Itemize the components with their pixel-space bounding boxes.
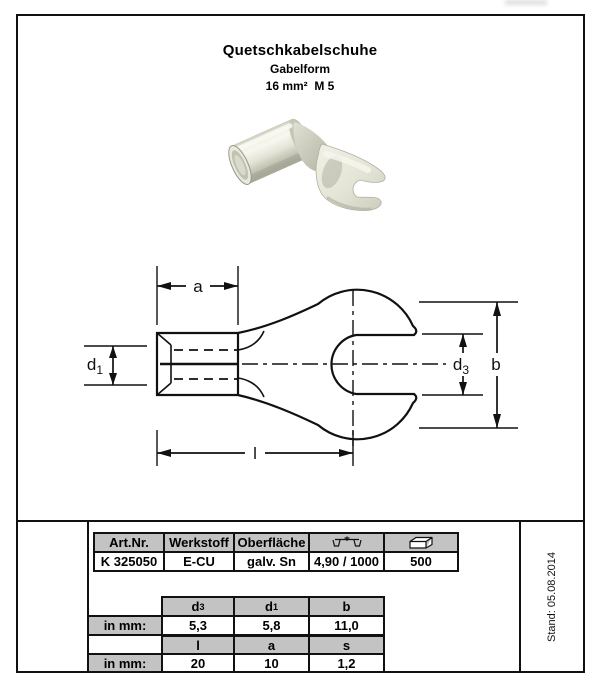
title-block	[0, 42, 600, 93]
size-spec: 16 mm² M 5	[265, 79, 335, 93]
article-number: K 325050	[93, 551, 165, 572]
footer-section-divider	[16, 520, 585, 522]
dim-label-d3: $d_3$	[452, 355, 470, 377]
dim-label-a: a	[193, 277, 203, 296]
dims1-value-d1: 5,8	[233, 615, 310, 636]
dim-label-d1: $d_1$	[86, 355, 104, 377]
dims1-row-label: in mm:	[87, 615, 163, 636]
article-surface: galv. Sn	[233, 551, 310, 572]
article-header-weight	[308, 532, 385, 553]
dims1-header-d1: d 1	[233, 596, 310, 617]
article-header-artnr: Art.Nr.	[93, 532, 165, 553]
product-photo-fork-lug	[222, 108, 394, 226]
footer-left-divider	[87, 520, 89, 673]
dims2-value-a: 10	[233, 653, 310, 673]
dims2-value-s: 1,2	[308, 653, 385, 673]
revision-date: Stand: 05.08.2014	[546, 551, 559, 642]
page-subtitle: Gabelform	[269, 62, 330, 76]
dim-label-b: b	[491, 355, 501, 374]
technical-drawing	[60, 256, 530, 474]
dims2-header-s: s	[308, 635, 385, 655]
scan-artifact	[505, 0, 547, 5]
dims1-value-d3: 5,3	[161, 615, 235, 636]
dims2-header-l: l	[161, 635, 235, 655]
article-packaging-value: 500	[383, 551, 459, 572]
dims1-header-b: b	[308, 596, 385, 617]
balance-scale-icon	[332, 536, 362, 550]
article-header-werkstoff: Werkstoff	[163, 532, 235, 553]
dims2-header-a: a	[233, 635, 310, 655]
article-material: E-CU	[163, 551, 235, 572]
dims1-header-d3: d 3	[161, 596, 235, 617]
page-title: Quetschkabelschuhe	[222, 42, 378, 59]
dims2-row-label: in mm:	[87, 653, 163, 673]
dims2-value-l: 20	[161, 653, 235, 673]
revision-date-box	[521, 522, 583, 671]
lug-fork-blade	[293, 122, 385, 211]
article-header-packaging	[383, 532, 459, 553]
package-box-icon	[407, 536, 435, 550]
dimension-arrowheads	[109, 282, 501, 457]
dims1-value-b: 11,0	[308, 615, 385, 636]
article-weight-value: 4,90 / 1000	[308, 551, 385, 572]
dim-label-l: l	[253, 444, 257, 463]
article-header-oberflaeche: Oberfläche	[233, 532, 310, 553]
